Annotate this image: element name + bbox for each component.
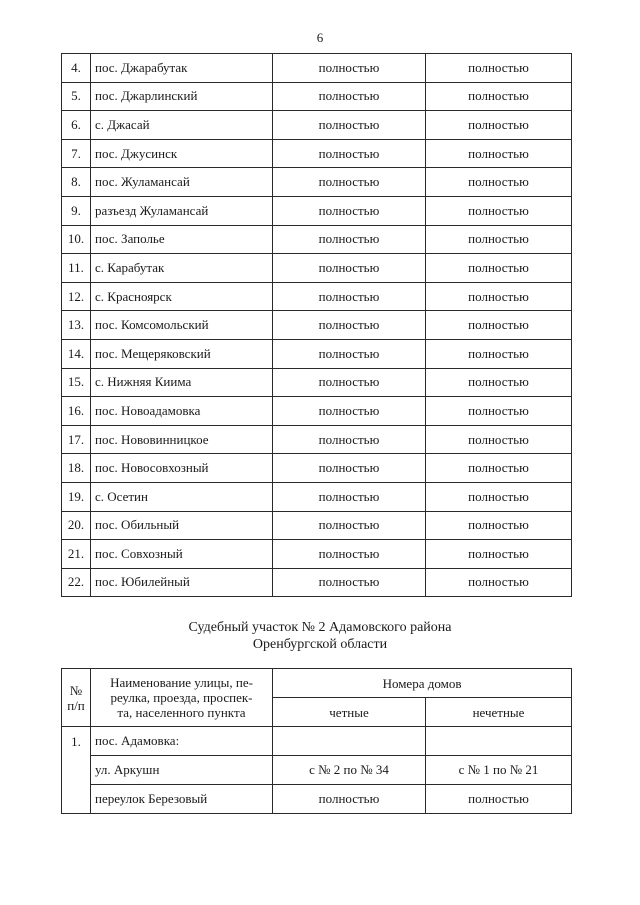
settlement-name: с. Осетин [91,482,273,511]
odd-numbers: полностью [426,339,572,368]
even-numbers: полностью [273,82,426,111]
table-row [62,111,572,140]
even-numbers: полностью [273,568,426,597]
streets-table [61,668,572,814]
row-number: 7. [62,139,91,168]
table-row [62,54,572,83]
row-number: 20. [62,511,91,540]
odd-numbers: полностью [426,397,572,426]
table-row [62,225,572,254]
settlements-table [61,53,572,597]
row-number: 17. [62,425,91,454]
odd-numbers: с № 1 по № 21 [426,756,572,785]
row-number: 10. [62,225,91,254]
row-number: 21. [62,540,91,569]
settlement-name: пос. Мещеряковский [91,339,273,368]
header-odd: нечетные [426,698,572,727]
even-numbers: полностью [273,254,426,283]
header-name-line-3: та, населенного пункта [117,705,246,720]
odd-numbers: полностью [426,368,572,397]
row-number: 8. [62,168,91,197]
even-numbers: полностью [273,139,426,168]
row-number: 22. [62,568,91,597]
row-number: 5. [62,82,91,111]
settlement-name: пос. Джусинск [91,139,273,168]
table-row [62,482,572,511]
row-number: 18. [62,454,91,483]
table-row [62,454,572,483]
row-number: 19. [62,482,91,511]
odd-numbers: полностью [426,196,572,225]
table-row [62,311,572,340]
header-num-line-1: № [69,682,83,698]
settlement-name: с. Красноярск [91,282,273,311]
table-row [62,368,572,397]
table-row [62,82,572,111]
row-number: 16. [62,397,91,426]
settlement-name: пос. Жуламансай [91,168,273,197]
odd-numbers: полностью [426,139,572,168]
row-number: 9. [62,196,91,225]
odd-numbers: полностью [426,511,572,540]
settlement-name: пос. Комсомольский [91,311,273,340]
even-numbers: полностью [273,196,426,225]
odd-numbers: полностью [426,225,572,254]
settlement-name: пос. Новоадамовка [91,397,273,426]
odd-numbers: полностью [426,540,572,569]
odd-numbers: полностью [426,254,572,283]
header-name-line-2: реулка, проезда, проспек- [110,690,253,705]
street-name: ул. Аркушн [91,756,273,785]
street-name: пос. Адамовка: [91,727,273,756]
settlement-name: пос. Юбилейный [91,568,273,597]
table-row [62,139,572,168]
odd-numbers: полностью [426,168,572,197]
row-number: 13. [62,311,91,340]
header-street-name [91,669,273,727]
header-even: четные [273,698,426,727]
street-name: переулок Березовый [91,785,273,814]
odd-numbers: полностью [426,82,572,111]
table-row [62,282,572,311]
settlement-name: с. Нижняя Киима [91,368,273,397]
even-numbers: полностью [273,425,426,454]
settlement-name: разъезд Жуламансай [91,196,273,225]
even-numbers: полностью [273,282,426,311]
even-numbers: полностью [273,311,426,340]
header-num [62,669,91,727]
odd-numbers: полностью [426,568,572,597]
header-name-line-1: Наименование улицы, пе- [110,675,253,690]
section-title [0,619,640,653]
table-row [62,168,572,197]
odd-numbers: полностью [426,425,572,454]
row-number: 4. [62,54,91,83]
settlement-name: пос. Совхозный [91,540,273,569]
row-number: 12. [62,282,91,311]
odd-numbers: полностью [426,54,572,83]
table-row [62,254,572,283]
settlement-name: пос. Заполье [91,225,273,254]
section-title-line-1: Судебный участок № 2 Адамовского района [188,620,452,635]
even-numbers: полностью [273,111,426,140]
table-row [62,425,572,454]
table-row [62,727,572,756]
even-numbers: полностью [273,225,426,254]
even-numbers: полностью [273,54,426,83]
odd-numbers: полностью [426,454,572,483]
odd-numbers: полностью [426,111,572,140]
even-numbers: полностью [273,540,426,569]
odd-numbers: полностью [426,785,572,814]
odd-numbers: полностью [426,482,572,511]
even-numbers: полностью [273,482,426,511]
header-num-line-2: п/п [67,697,85,713]
page-number: 6 [316,30,324,45]
even-numbers: полностью [273,397,426,426]
even-numbers: полностью [273,368,426,397]
odd-numbers [426,727,572,756]
table-row [62,397,572,426]
row-number: 15. [62,368,91,397]
section-title-line-2: Оренбургской области [252,637,388,652]
even-numbers [273,727,426,756]
row-number: 11. [62,254,91,283]
header-house-numbers: Номера домов [273,669,572,698]
settlements-table-body [62,54,572,597]
even-numbers: полностью [273,339,426,368]
table-row [62,196,572,225]
table-row [62,785,572,814]
settlement-name: пос. Джарабутак [91,54,273,83]
even-numbers: полностью [273,511,426,540]
settlement-name: пос. Нововинницкое [91,425,273,454]
settlement-name: с. Карабутак [91,254,273,283]
odd-numbers: полностью [426,311,572,340]
even-numbers: с № 2 по № 34 [273,756,426,785]
settlement-name: пос. Обильный [91,511,273,540]
odd-numbers: полностью [426,282,572,311]
header-row-1 [62,669,572,698]
table-row [62,568,572,597]
table-row [62,511,572,540]
row-number: 6. [62,111,91,140]
settlement-name: пос. Новосовхозный [91,454,273,483]
even-numbers: полностью [273,785,426,814]
even-numbers: полностью [273,168,426,197]
row-number: 1. [62,727,91,814]
settlement-name: с. Джасай [91,111,273,140]
table-row [62,756,572,785]
table-row [62,339,572,368]
table-row [62,540,572,569]
even-numbers: полностью [273,454,426,483]
row-number: 14. [62,339,91,368]
settlement-name: пос. Джарлинский [91,82,273,111]
